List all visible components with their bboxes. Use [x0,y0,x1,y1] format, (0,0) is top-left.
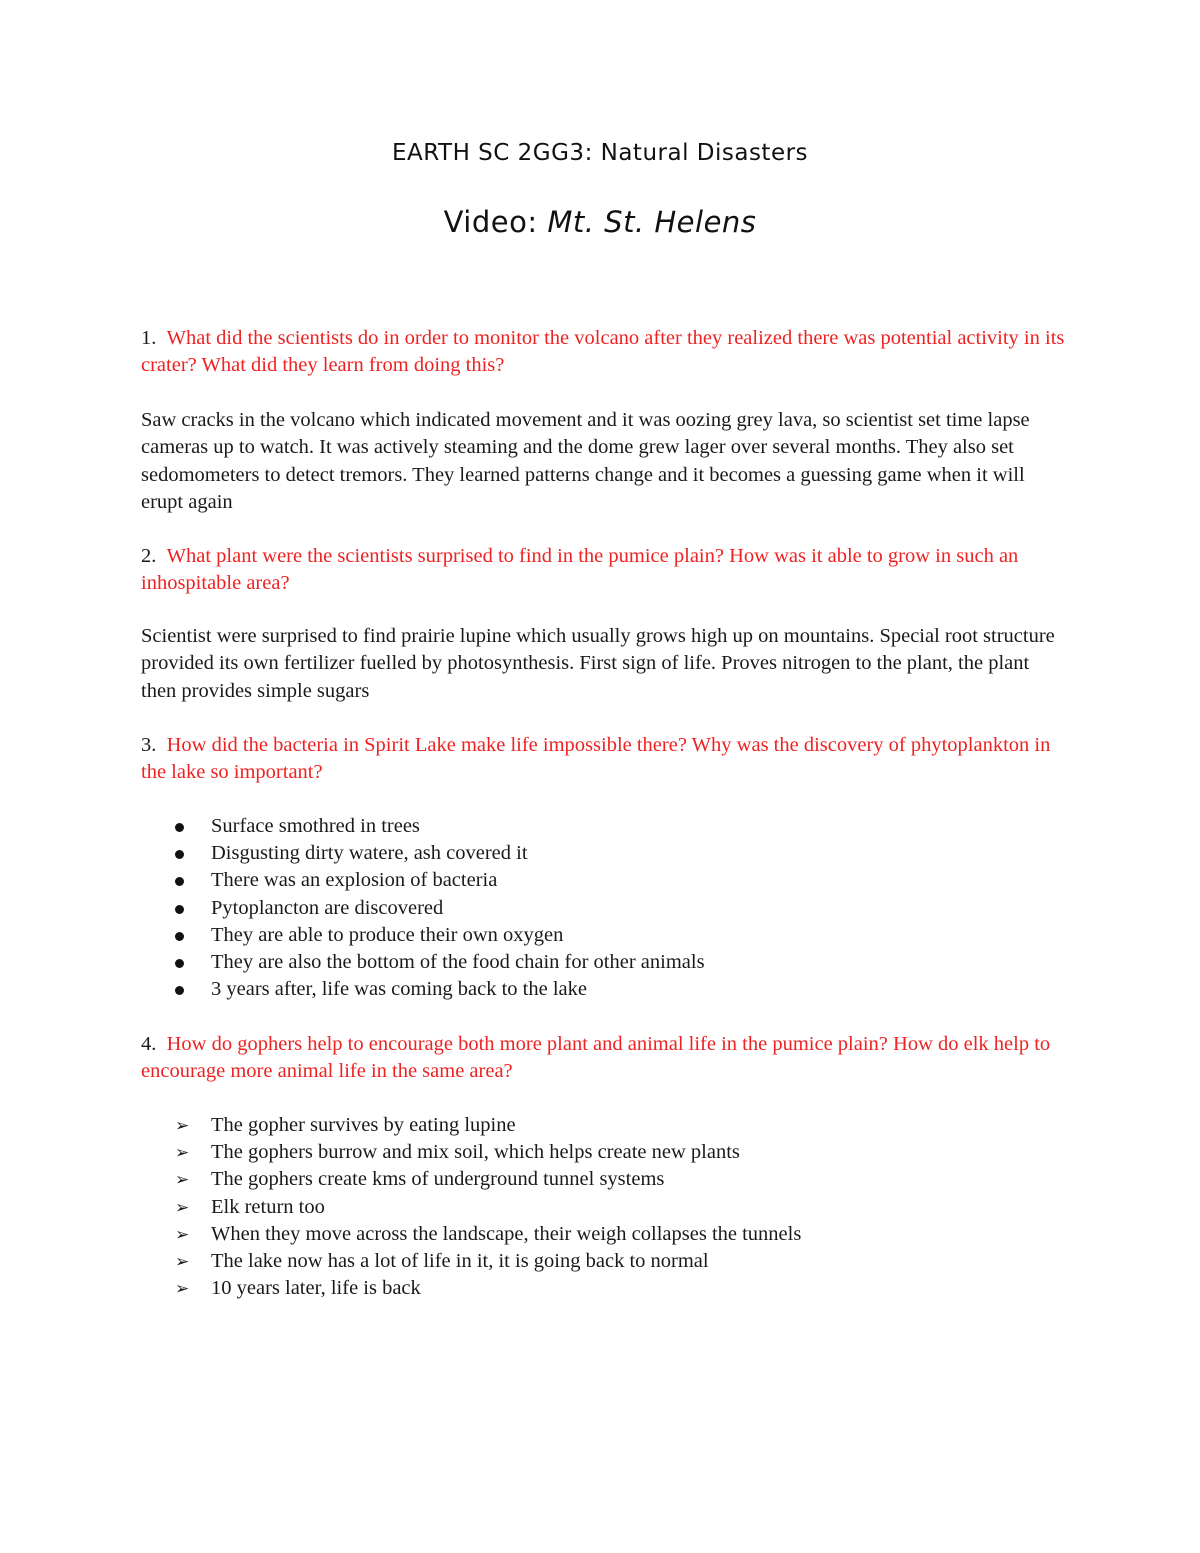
bullet-icon [175,850,184,859]
arrowhead-bullet-icon: ➢ [175,1170,190,1191]
answer-1: Saw cracks in the volcano which indicated movement and it was oozing grey lava, so scientist set time lapse cameras up to watch. It was actively steaming and the dome grew lager over several months. They also set sedomometers to detect tremors. They learned patterns change and it becomes a guessing game when it will erupt again [141,409,1030,513]
answer-4-list-wrap [141,1112,1066,1302]
question-1 [141,325,1066,380]
list-item: ➢ 10 years later, life is back [141,1275,1066,1302]
list-item: ➢ The gophers burrow and mix soil, which helps create new plants [141,1139,1066,1166]
question-3-number: 3. [141,734,157,756]
list-item: ➢ The gophers create kms of underground tunnel systems [141,1166,1066,1193]
video-name: Mt. St. Helens [547,205,757,239]
question-3 [141,732,1066,787]
answer-3-list [141,813,1066,1003]
list-item: They are also the bottom of the food chain for other animals [141,949,1066,976]
question-2 [141,543,1066,598]
question-2-text: What plant were the scientists surprised to find in the pumice plain? How was it able to grow in such an inhospitable area? [141,545,1019,595]
bullet-icon [175,986,184,995]
list-item: 3 years after, life was coming back to the lake [141,976,1066,1003]
list-item: They are able to produce their own oxygen [141,922,1066,949]
list-item: ➢ The gopher survives by eating lupine [141,1112,1066,1139]
list-item: There was an explosion of bacteria [141,867,1066,894]
answer-2: Scientist were surprised to find prairie lupine which usually grows high up on mountains. Special root structure provided its own fertilizer fuelled by photosynthesis. First sign of life. Proves nitrogen to the plant, the plant then provides simple sugars [141,625,1055,702]
list-item: Pytoplancton are discovered [141,895,1066,922]
question-1-text: What did the scientists do in order to monitor the volcano after they realized there was potential activity in its crater? What did they learn from doing this? [141,327,1065,377]
list-item: ➢ Elk return too [141,1194,1066,1221]
bullet-icon [175,932,184,941]
bullet-icon [175,823,184,832]
question-4-text: How do gophers help to encourage both more plant and animal life in the pumice plain? How do elk help to encourage more animal life in the same area? [141,1033,1051,1083]
answer-3-list-wrap [141,813,1066,1003]
question-2-number: 2. [141,545,157,567]
bullet-icon [175,877,184,886]
question-4 [141,1031,1066,1086]
list-item: Surface smothred in trees [141,813,1066,840]
bullet-icon [175,905,184,914]
arrowhead-bullet-icon: ➢ [175,1116,190,1136]
arrowhead-bullet-icon: ➢ [175,1197,190,1218]
course-title: EARTH SC 2GG3: Natural Disasters [391,140,809,166]
question-3-text: How did the bacteria in Spirit Lake make life impossible there? Why was the discovery of phytoplankton in the lake so important? [141,734,1051,784]
question-1-number: 1. [141,327,157,349]
bullet-icon [175,959,184,968]
list-item: Disgusting dirty watere, ash covered it [141,840,1066,867]
video-title [0,205,1200,239]
arrowhead-bullet-icon: ➢ [175,1252,190,1273]
arrowhead-bullet-icon: ➢ [175,1143,190,1164]
answer-4-list [141,1112,1066,1302]
arrowhead-bullet-icon: ➢ [175,1279,190,1300]
arrowhead-bullet-icon: ➢ [175,1224,190,1245]
list-item: ➢ The lake now has a lot of life in it, it is going back to normal [141,1248,1066,1275]
question-4-number: 4. [141,1033,157,1055]
video-prefix: Video: [443,205,548,239]
list-item: ➢ When they move across the landscape, their weigh collapses the tunnels [141,1221,1066,1248]
